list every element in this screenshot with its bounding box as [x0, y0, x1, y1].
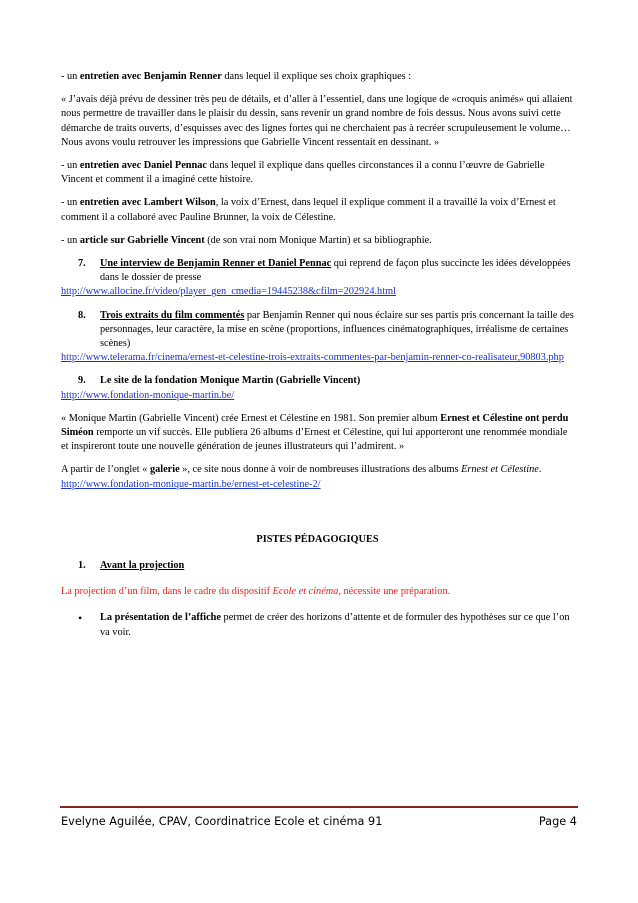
- subsection-title: Avant la projection: [100, 560, 185, 572]
- allocine-link[interactable]: http://www.allocine.fr/video/player_gen_cmedia=19445238&cfilm=202924.html: [61, 286, 396, 298]
- bold-text: entretien avec Benjamin Renner: [79, 71, 222, 82]
- quote-fondation: [61, 412, 574, 455]
- paragraph-galerie: [61, 463, 574, 477]
- telerama-link[interactable]: http://www.telerama.fr/cinema/ernest-et-celestine-trois-extraits-commentes-par-benjamin-renner-co-realisateur,90803.php: [61, 352, 564, 364]
- italic-text: Ernest et Célestine: [461, 464, 539, 476]
- bold-text: La présentation de l’affiche: [100, 612, 221, 624]
- text: », ce site nous donne à voir de nombreuses illustrations des albums: [179, 464, 462, 476]
- item-number: 7.: [78, 258, 86, 270]
- text: , la voix d’Ernest, dans lequel il explique comment il a travaillé la voix d’Ernest et comment il a collaboré avec Pauline Brunner, la voix de Célestine.: [61, 197, 556, 223]
- page-number: Page 4: [538, 815, 577, 828]
- text: - un: [61, 234, 80, 246]
- item-text: [100, 309, 574, 352]
- bold-text: entretien avec Lambert Wilson: [79, 197, 216, 209]
- galerie-link[interactable]: http://www.fondation-monique-martin.be/ernest-et-celestine-2/: [61, 478, 321, 490]
- text: qui reprend de façon plus succincte les idées développées dans le dossier de presse: [100, 258, 571, 284]
- text: - un: [61, 197, 80, 209]
- numbered-item-7: [78, 257, 574, 285]
- bold-text: galerie: [149, 464, 180, 476]
- paragraph-wilson-interview: [61, 196, 574, 224]
- numbered-item-8: [78, 309, 574, 352]
- bullet-text: [100, 611, 574, 639]
- bold-text: article sur Gabrielle Vincent: [79, 234, 205, 246]
- fondation-link[interactable]: http://www.fondation-monique-martin.be/: [61, 389, 235, 401]
- item-number: 9.: [78, 375, 86, 387]
- paragraph-renner-interview: [61, 70, 574, 84]
- page-content: [61, 70, 574, 640]
- item-number: 8.: [78, 309, 86, 321]
- paragraph-pennac-interview: [61, 159, 574, 187]
- text: dans lequel il explique ses choix graphiques :: [221, 71, 412, 82]
- quote-renner: « J’avais déjà prévu de dessiner très peu de détails, et d’aller à l’essentiel, dans une logique de «croquis animés» qui allaient nous permettre de travailler dans le plaisir du dessin, sans revenir un grand nombre de fois dessus. Nous avons suivi cette démarche de traits ouverts, d’esquisses avec des lignes fortes qui ne cherchaient pas à recréer scrupuleusement le volume…Nous avons voulu retrouver les impressions que Gabrielle Vincent ressentait en dessinant. »: [61, 94, 573, 148]
- text: , nécessite une préparation.: [338, 586, 451, 598]
- bold-underlined-text: Une interview de Benjamin Renner et Daniel Pennac: [100, 258, 332, 270]
- red-paragraph: [61, 585, 574, 599]
- text: La projection d’un film, dans le cadre du dispositif: [61, 586, 273, 598]
- italic-text: Ecole et cinéma: [272, 586, 339, 598]
- bold-text: Le site de la fondation Monique Martin (Gabrielle Vincent): [100, 375, 361, 387]
- text: - un: [61, 71, 80, 82]
- item-text: [100, 257, 574, 285]
- bold-text: entretien avec Daniel Pennac: [79, 160, 207, 172]
- text: remporte un vif succès. Elle publiera 26 albums d’Ernest et Célestine, qui lui apporteront une renommée mondiale et inspireront toute une nouvelle génération de jeunes illustrateurs qui l’admirent. »: [61, 427, 568, 453]
- bold-underlined-text: Trois extraits du film commentés: [100, 309, 245, 321]
- footer-rule: [60, 806, 578, 808]
- bold-text: Ernest et Célestine ont perdu Siméon: [61, 412, 569, 439]
- text: - un: [61, 160, 80, 172]
- bullet-affiche: [78, 611, 574, 639]
- text: dans lequel il explique dans quelles circonstances il a connu l’œuvre de Gabrielle Vincent et comment il a imaginé cette histoire.: [61, 160, 545, 186]
- numbered-item-9: [78, 374, 574, 388]
- bullet-icon: •: [78, 611, 83, 626]
- text: permet de créer des horizons d’attente et de formuler des hypothèses sur ce que l’on va voir.: [100, 612, 570, 638]
- item-text: [100, 374, 574, 388]
- text: par Benjamin Renner qui nous éclaire sur ses partis pris concernant la taille des personnages, leur caractère, la mise en scène (proportions, influences cinématographiques, irréalisme de certaines scènes): [100, 309, 574, 350]
- section-title: PISTES PÉDAGOGIQUES: [256, 533, 379, 545]
- text: (de son vrai nom Monique Martin) et sa bibliographie.: [204, 234, 432, 246]
- text: « Monique Martin (Gabrielle Vincent) crée Ernest et Célestine en 1981. Son premier album: [61, 412, 441, 424]
- footer-author: Evelyne Aguilée, CPAV, Coordinatrice Ecole et cinéma 91: [61, 815, 383, 828]
- page-footer: [61, 815, 577, 828]
- text: A partir de l’onglet «: [61, 464, 150, 476]
- paragraph-vincent-article: [61, 234, 574, 248]
- subsection-heading: [78, 559, 574, 573]
- text: .: [538, 464, 542, 476]
- item-number: 1.: [78, 560, 86, 572]
